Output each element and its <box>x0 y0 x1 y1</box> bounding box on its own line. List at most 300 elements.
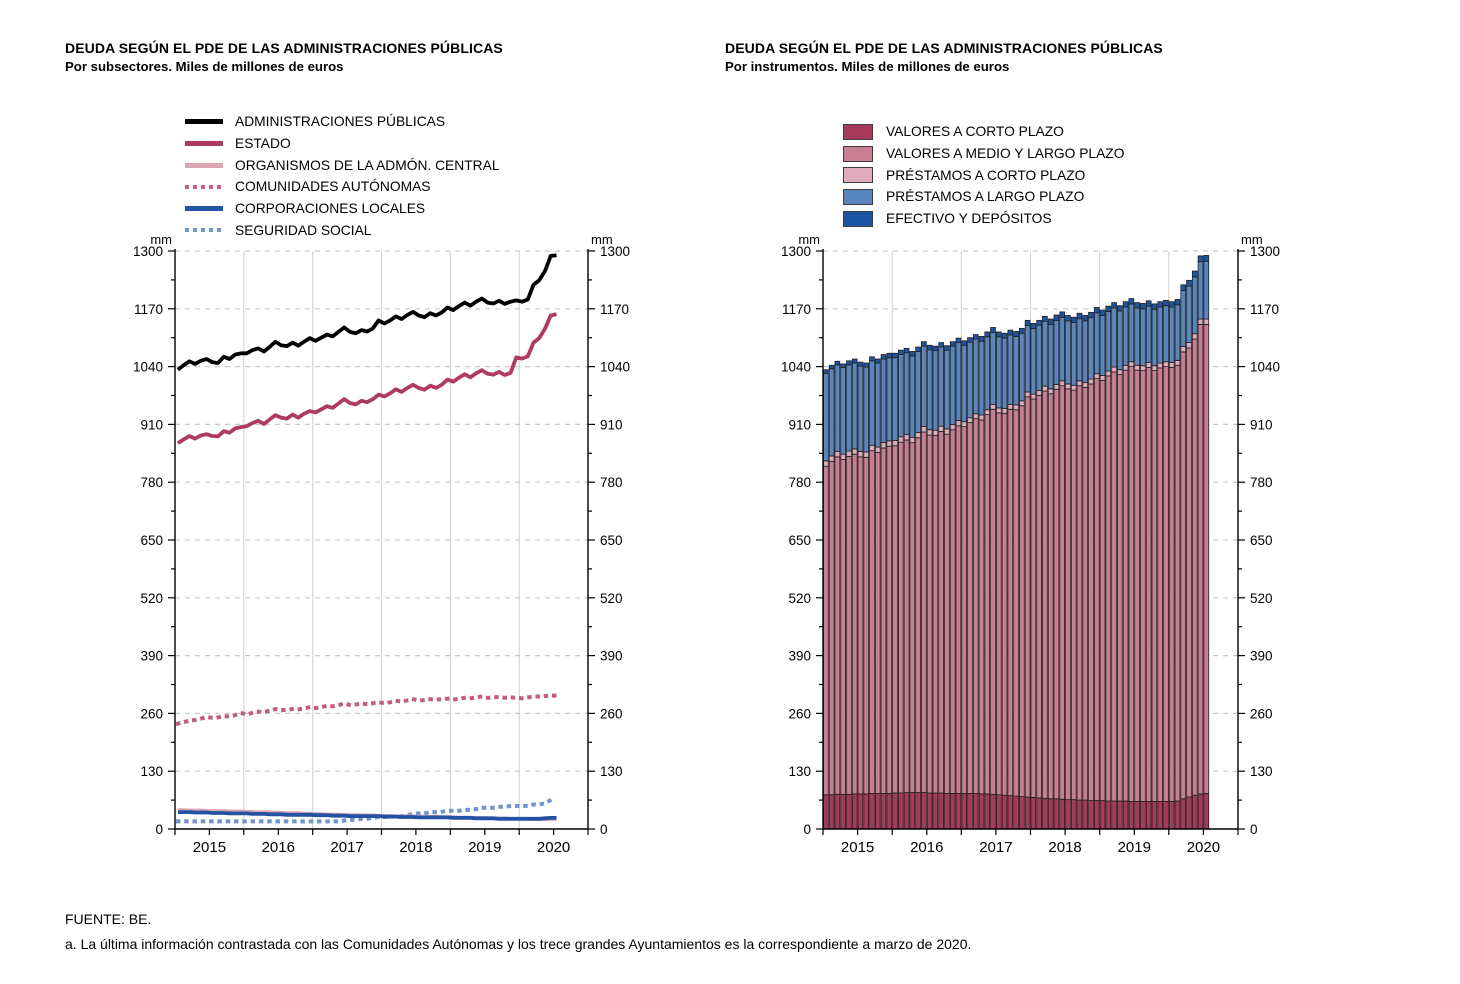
bar-segment-efectivo-depositos <box>829 365 834 369</box>
y-tick-label-right: 780 <box>1250 475 1273 491</box>
bar-segment-prestamos-corto-plazo <box>1060 381 1065 386</box>
bar-segment-prestamos-corto-plazo <box>841 454 846 459</box>
swatch-valores-corto <box>843 124 873 140</box>
bar-segment-valores-corto-plazo <box>945 793 950 829</box>
bar-segment-prestamos-largo-plazo <box>1008 335 1013 404</box>
bar-segment-valores-medio-largo-plazo <box>847 456 852 794</box>
bar-segment-valores-medio-largo-plazo <box>823 466 828 795</box>
bar-segment-prestamos-largo-plazo <box>898 355 903 437</box>
bar-segment-valores-corto-plazo <box>870 793 875 829</box>
x-year-label: 2017 <box>330 839 364 856</box>
bar-segment-prestamos-corto-plazo <box>1106 371 1111 376</box>
bar-segment-prestamos-largo-plazo <box>904 353 909 435</box>
bar-segment-efectivo-depositos <box>858 362 863 366</box>
bar-segment-valores-medio-largo-plazo <box>881 448 886 793</box>
bar-segment-valores-medio-largo-plazo <box>996 413 1001 795</box>
bar-segment-prestamos-largo-plazo <box>1117 311 1122 370</box>
x-year-label: 2015 <box>840 839 875 856</box>
bar-segment-prestamos-largo-plazo <box>927 350 932 430</box>
bar-segment-valores-corto-plazo <box>852 794 857 829</box>
bar-segment-valores-corto-plazo <box>985 794 990 829</box>
legend-label: VALORES A MEDIO Y LARGO PLAZO <box>886 146 1125 162</box>
bar-segment-valores-corto-plazo <box>910 793 915 829</box>
bar-segment-prestamos-largo-plazo <box>945 350 950 429</box>
y-tick-label-left: 910 <box>788 417 811 433</box>
bar-segment-valores-corto-plazo <box>1008 796 1013 829</box>
bar-segment-efectivo-depositos <box>1123 302 1128 307</box>
bar-segment-prestamos-largo-plazo <box>968 342 973 418</box>
bar-segment-efectivo-depositos <box>1037 320 1042 325</box>
stacked-bar-chart-instrumentos <box>720 225 1300 885</box>
bar-segment-valores-corto-plazo <box>939 793 944 829</box>
bar-segment-prestamos-largo-plazo <box>870 361 875 445</box>
legend-label: SEGURIDAD SOCIAL <box>235 222 372 238</box>
bar-segment-valores-corto-plazo <box>823 795 828 829</box>
bar-segment-prestamos-largo-plazo <box>921 346 926 426</box>
bar-segment-prestamos-largo-plazo <box>1198 262 1203 319</box>
bar-segment-valores-medio-largo-plazo <box>1192 339 1197 795</box>
bar-segment-prestamos-corto-plazo <box>1123 365 1128 370</box>
bar-segment-prestamos-corto-plazo <box>973 414 978 419</box>
y-tick-label-right: 910 <box>600 417 623 433</box>
bar-segment-prestamos-largo-plazo <box>1152 309 1157 365</box>
bar-segment-efectivo-depositos <box>881 355 886 359</box>
y-tick-label-left: 1170 <box>133 301 163 317</box>
legend-instrumentos <box>843 121 1124 229</box>
bar-segment-valores-medio-largo-plazo <box>887 446 892 793</box>
bar-segment-valores-medio-largo-plazo <box>939 432 944 793</box>
bar-segment-valores-corto-plazo <box>1175 801 1180 829</box>
legend-label: ESTADO <box>235 136 291 152</box>
bar-segment-prestamos-largo-plazo <box>973 339 978 414</box>
bar-segment-valores-medio-largo-plazo <box>1031 399 1036 797</box>
bar-segment-valores-corto-plazo <box>1146 801 1151 829</box>
bar-segment-prestamos-largo-plazo <box>1031 328 1036 394</box>
bar-segment-valores-medio-largo-plazo <box>991 409 996 794</box>
bar-segment-prestamos-largo-plazo <box>887 358 892 441</box>
bar-segment-prestamos-corto-plazo <box>1031 394 1036 399</box>
bar-segment-prestamos-largo-plazo <box>1129 304 1134 362</box>
bar-segment-prestamos-largo-plazo <box>858 366 863 451</box>
bar-segment-prestamos-largo-plazo <box>1025 325 1030 392</box>
bar-segment-prestamos-corto-plazo <box>1054 384 1059 389</box>
bar-segment-prestamos-largo-plazo <box>1083 321 1088 383</box>
bar-segment-valores-corto-plazo <box>916 793 921 829</box>
bar-segment-efectivo-depositos <box>870 357 875 361</box>
bar-segment-valores-corto-plazo <box>1100 801 1105 829</box>
bar-segment-prestamos-corto-plazo <box>1187 343 1192 348</box>
bar-segment-prestamos-largo-plazo <box>1175 305 1180 361</box>
bar-segment-prestamos-largo-plazo <box>1123 307 1128 365</box>
bar-segment-efectivo-depositos <box>904 348 909 352</box>
bar-segment-valores-corto-plazo <box>893 793 898 829</box>
y-tick-label-left: 780 <box>788 475 811 491</box>
bar-segment-efectivo-depositos <box>962 341 967 345</box>
bar-segment-prestamos-largo-plazo <box>829 369 834 456</box>
bar-segment-valores-medio-largo-plazo <box>1042 391 1047 798</box>
bar-segment-valores-medio-largo-plazo <box>893 446 898 793</box>
bar-segment-valores-corto-plazo <box>1204 793 1209 829</box>
bar-segment-prestamos-corto-plazo <box>921 427 926 432</box>
bar-segment-efectivo-depositos <box>1117 306 1122 311</box>
bar-segment-efectivo-depositos <box>910 351 915 355</box>
bar-segment-efectivo-depositos <box>1192 271 1197 277</box>
bar-series <box>823 255 1208 829</box>
bar-segment-efectivo-depositos <box>887 353 892 357</box>
bar-segment-valores-medio-largo-plazo <box>870 451 875 794</box>
bar-segment-valores-corto-plazo <box>858 794 863 829</box>
bar-segment-valores-medio-largo-plazo <box>968 423 973 794</box>
legend-item-valores-corto <box>843 121 1124 143</box>
bar-segment-efectivo-depositos <box>968 338 973 342</box>
bar-segment-valores-medio-largo-plazo <box>1140 371 1145 802</box>
bar-segment-prestamos-corto-plazo <box>985 410 990 415</box>
bar-segment-valores-medio-largo-plazo <box>1025 397 1030 797</box>
bar-segment-valores-medio-largo-plazo <box>1175 365 1180 801</box>
bar-segment-efectivo-depositos <box>1140 303 1145 308</box>
bar-segment-prestamos-corto-plazo <box>968 418 973 423</box>
bar-segment-valores-corto-plazo <box>991 794 996 829</box>
grid <box>175 251 588 829</box>
bar-segment-prestamos-corto-plazo <box>1129 362 1134 367</box>
y-tick-label-right: 1040 <box>1250 359 1281 375</box>
y-tick-label-left: 1040 <box>132 359 163 375</box>
y-tick-label-left: 910 <box>140 417 163 433</box>
bar-segment-efectivo-depositos <box>1187 280 1192 286</box>
bar-segment-prestamos-corto-plazo <box>1066 384 1071 389</box>
bar-segment-prestamos-largo-plazo <box>1089 318 1094 379</box>
bar-segment-prestamos-corto-plazo <box>1198 319 1203 324</box>
bar-segment-prestamos-corto-plazo <box>823 461 828 466</box>
bar-segment-valores-corto-plazo <box>1169 801 1174 829</box>
bar-segment-prestamos-corto-plazo <box>847 451 852 456</box>
bar-segment-valores-medio-largo-plazo <box>1187 348 1192 797</box>
bar-segment-prestamos-largo-plazo <box>1002 338 1007 408</box>
bar-segment-efectivo-depositos <box>841 364 846 368</box>
bar-segment-valores-medio-largo-plazo <box>829 461 834 794</box>
y-tick-label-left: 650 <box>788 533 811 548</box>
bar-segment-efectivo-depositos <box>852 359 857 363</box>
legend-label: COMUNIDADES AUTÓNOMAS <box>235 179 431 195</box>
bar-segment-prestamos-largo-plazo <box>1146 306 1151 362</box>
bar-segment-valores-corto-plazo <box>933 793 938 829</box>
bar-segment-prestamos-corto-plazo <box>945 429 950 434</box>
bar-segment-efectivo-depositos <box>1019 328 1024 333</box>
right-chart-header <box>725 40 1365 74</box>
bar-segment-prestamos-largo-plazo <box>1066 321 1071 384</box>
bar-segment-efectivo-depositos <box>1181 285 1186 291</box>
bar-segment-valores-corto-plazo <box>1140 801 1145 829</box>
x-year-label: 2018 <box>1048 839 1082 856</box>
bar-segment-prestamos-largo-plazo <box>962 345 967 421</box>
bar-segment-prestamos-corto-plazo <box>1025 392 1030 397</box>
bar-segment-prestamos-corto-plazo <box>956 420 961 425</box>
axis-unit-label-right: mm <box>591 232 613 247</box>
series-line-administraciones-publicas <box>178 255 557 369</box>
bar-segment-valores-medio-largo-plazo <box>973 419 978 794</box>
legend-item-estado <box>185 133 500 155</box>
bar-segment-prestamos-corto-plazo <box>1048 389 1053 394</box>
bar-segment-prestamos-largo-plazo <box>1169 307 1174 363</box>
x-year-label: 2019 <box>1117 839 1151 856</box>
bar-segment-prestamos-largo-plazo <box>864 367 869 452</box>
bar-segment-efectivo-depositos <box>927 345 932 349</box>
y-tick-label-right: 390 <box>600 648 623 664</box>
bar-segment-valores-corto-plazo <box>864 794 869 829</box>
bar-segment-prestamos-corto-plazo <box>1164 362 1169 367</box>
bar-segment-valores-medio-largo-plazo <box>1129 367 1134 802</box>
bar-segment-valores-corto-plazo <box>904 793 909 829</box>
bar-segment-prestamos-largo-plazo <box>1181 291 1186 347</box>
bar-segment-valores-medio-largo-plazo <box>1060 386 1065 799</box>
bar-segment-efectivo-depositos <box>898 350 903 354</box>
right-chart-title: DEUDA SEGÚN EL PDE DE LAS ADMINISTRACIONES PÚBLICAS <box>725 40 1163 56</box>
y-tick-label-right: 260 <box>1250 706 1273 722</box>
bar-segment-valores-medio-largo-plazo <box>1112 372 1117 801</box>
y-tick-label-right: 0 <box>600 822 608 837</box>
bar-segment-valores-medio-largo-plazo <box>933 436 938 793</box>
bar-segment-efectivo-depositos <box>1089 312 1094 317</box>
bar-segment-valores-corto-plazo <box>881 793 886 829</box>
bar-segment-prestamos-corto-plazo <box>835 452 840 457</box>
series-line-estado <box>178 314 557 443</box>
bar-segment-prestamos-largo-plazo <box>933 351 938 431</box>
bar-segment-efectivo-depositos <box>1083 315 1088 320</box>
bar-segment-prestamos-corto-plazo <box>939 426 944 431</box>
bar-segment-prestamos-corto-plazo <box>979 415 984 420</box>
bar-segment-prestamos-largo-plazo <box>910 356 915 437</box>
bar-segment-prestamos-corto-plazo <box>916 432 921 437</box>
bar-segment-prestamos-corto-plazo <box>1175 360 1180 365</box>
bar-segment-valores-medio-largo-plazo <box>1077 386 1082 800</box>
bar-segment-valores-corto-plazo <box>1106 801 1111 829</box>
bar-segment-efectivo-depositos <box>921 342 926 346</box>
legend-label: ADMINISTRACIONES PÚBLICAS <box>235 114 446 130</box>
bar-segment-prestamos-corto-plazo <box>904 435 909 440</box>
legend-item-prestamos-corto <box>843 164 1124 186</box>
line-sample-administraciones-publicas <box>185 119 223 124</box>
bar-segment-prestamos-largo-plazo <box>1094 313 1099 374</box>
bar-segment-prestamos-corto-plazo <box>1169 363 1174 368</box>
bar-segment-prestamos-corto-plazo <box>1002 408 1007 413</box>
legend-label: CORPORACIONES LOCALES <box>235 201 426 217</box>
bar-segment-valores-medio-largo-plazo <box>1169 367 1174 801</box>
bar-segment-valores-medio-largo-plazo <box>835 457 840 794</box>
bar-segment-valores-medio-largo-plazo <box>904 440 909 793</box>
bar-segment-prestamos-corto-plazo <box>996 408 1001 413</box>
y-tick-label-right: 1170 <box>600 301 630 317</box>
y-tick-label-left: 390 <box>140 648 163 664</box>
y-tick-label-left: 0 <box>155 822 163 837</box>
bar-segment-valores-corto-plazo <box>950 793 955 829</box>
x-year-label: 2016 <box>910 839 944 856</box>
y-tick-label-right: 650 <box>1250 533 1273 548</box>
bar-segment-valores-medio-largo-plazo <box>898 442 903 793</box>
bar-segment-prestamos-largo-plazo <box>1112 308 1117 367</box>
bar-segment-valores-medio-largo-plazo <box>1083 388 1088 801</box>
bar-segment-valores-corto-plazo <box>1135 801 1140 829</box>
bar-segment-efectivo-depositos <box>1060 312 1065 317</box>
bar-segment-valores-medio-largo-plazo <box>916 438 921 793</box>
bar-segment-efectivo-depositos <box>1008 330 1013 335</box>
legend-label: VALORES A CORTO PLAZO <box>886 124 1064 140</box>
bar-segment-valores-corto-plazo <box>1083 800 1088 829</box>
bar-segment-efectivo-depositos <box>1094 307 1099 312</box>
bar-segment-valores-corto-plazo <box>1031 797 1036 829</box>
left-chart-title: DEUDA SEGÚN EL PDE DE LAS ADMINISTRACIONES PÚBLICAS <box>65 40 503 56</box>
bar-segment-prestamos-corto-plazo <box>1204 319 1209 324</box>
bar-segment-valores-medio-largo-plazo <box>1014 410 1019 796</box>
bar-segment-valores-medio-largo-plazo <box>956 426 961 794</box>
bar-segment-prestamos-largo-plazo <box>916 351 921 432</box>
y-tick-label-left: 390 <box>788 648 811 664</box>
bar-segment-valores-medio-largo-plazo <box>1037 396 1042 798</box>
bar-segment-valores-medio-largo-plazo <box>1204 324 1209 793</box>
bar-segment-valores-corto-plazo <box>1060 799 1065 829</box>
y-tick-label-left: 520 <box>140 590 163 606</box>
bar-segment-valores-corto-plazo <box>1164 801 1169 829</box>
bar-segment-prestamos-largo-plazo <box>1106 311 1111 371</box>
bar-segment-valores-corto-plazo <box>962 793 967 829</box>
y-tick-label-left: 1040 <box>780 359 811 375</box>
bar-segment-efectivo-depositos <box>973 335 978 339</box>
bar-segment-prestamos-corto-plazo <box>933 430 938 435</box>
bar-segment-efectivo-depositos <box>991 327 996 332</box>
bar-segment-efectivo-depositos <box>1164 300 1169 305</box>
bar-segment-valores-corto-plazo <box>1077 800 1082 829</box>
legend-item-corporaciones <box>185 198 500 220</box>
bar-segment-prestamos-largo-plazo <box>893 358 898 441</box>
y-tick-label-left: 130 <box>788 764 811 780</box>
bar-segment-valores-medio-largo-plazo <box>1066 389 1071 800</box>
bar-segment-valores-corto-plazo <box>1048 799 1053 829</box>
legend-item-valores-medio-largo <box>843 143 1124 165</box>
bar-segment-prestamos-largo-plazo <box>881 359 886 443</box>
y-tick-label-left: 1170 <box>781 301 811 317</box>
bar-segment-efectivo-depositos <box>933 346 938 350</box>
bar-segment-valores-corto-plazo <box>921 793 926 829</box>
bar-segment-prestamos-corto-plazo <box>875 447 880 452</box>
line-series <box>178 255 557 821</box>
bar-segment-prestamos-largo-plazo <box>1158 307 1163 363</box>
y-tick-label-right: 0 <box>1250 822 1258 837</box>
bar-segment-valores-medio-largo-plazo <box>841 460 846 795</box>
bar-segment-prestamos-largo-plazo <box>1037 325 1042 390</box>
bar-segment-valores-medio-largo-plazo <box>864 457 869 794</box>
bar-segment-efectivo-depositos <box>1158 302 1163 307</box>
bar-segment-valores-medio-largo-plazo <box>1117 375 1122 801</box>
bar-segment-valores-corto-plazo <box>1158 801 1163 829</box>
bar-segment-prestamos-largo-plazo <box>1204 261 1209 319</box>
bar-segment-efectivo-depositos <box>1002 333 1007 338</box>
bar-segment-valores-corto-plazo <box>1019 797 1024 829</box>
legend-item-administraciones-publicas <box>185 111 500 133</box>
bar-segment-prestamos-largo-plazo <box>847 365 852 451</box>
bar-segment-efectivo-depositos <box>1112 303 1117 308</box>
bar-segment-valores-medio-largo-plazo <box>945 434 950 793</box>
bar-segment-prestamos-largo-plazo <box>823 373 828 461</box>
bar-segment-valores-medio-largo-plazo <box>927 435 932 793</box>
bar-segment-prestamos-largo-plazo <box>841 367 846 454</box>
bar-segment-prestamos-corto-plazo <box>910 437 915 442</box>
x-year-label: 2020 <box>536 839 571 856</box>
bar-segment-efectivo-depositos <box>1014 331 1019 336</box>
bar-segment-prestamos-corto-plazo <box>1158 363 1163 368</box>
y-tick-label-right: 1170 <box>1250 301 1280 317</box>
line-chart-subsectores <box>60 222 640 885</box>
bar-segment-valores-medio-largo-plazo <box>1123 370 1128 801</box>
bar-segment-valores-corto-plazo <box>1192 795 1197 829</box>
left-chart-subtitle: Por subsectores. Miles de millones de euros <box>65 59 344 74</box>
y-tick-label-left: 260 <box>140 706 163 722</box>
bar-segment-valores-medio-largo-plazo <box>1002 413 1007 795</box>
line-sample-estado <box>185 141 223 146</box>
bar-segment-valores-medio-largo-plazo <box>950 430 955 794</box>
bar-segment-prestamos-corto-plazo <box>1089 379 1094 384</box>
bar-segment-prestamos-corto-plazo <box>881 443 886 448</box>
y-tick-label-left: 130 <box>140 764 163 780</box>
bar-segment-prestamos-corto-plazo <box>1135 365 1140 370</box>
bar-segment-prestamos-corto-plazo <box>1014 405 1019 410</box>
bar-segment-valores-corto-plazo <box>1089 801 1094 829</box>
bar-segment-prestamos-largo-plazo <box>835 365 840 452</box>
bar-segment-efectivo-depositos <box>1135 303 1140 308</box>
bar-segment-prestamos-largo-plazo <box>1140 309 1145 366</box>
line-sample-corporaciones <box>185 206 223 211</box>
y-tick-label-right: 1040 <box>600 359 631 375</box>
bar-segment-valores-corto-plazo <box>973 793 978 829</box>
y-tick-label-left: 1300 <box>780 244 811 259</box>
bar-segment-prestamos-largo-plazo <box>1192 277 1197 334</box>
bar-segment-valores-corto-plazo <box>1094 801 1099 829</box>
bar-segment-prestamos-corto-plazo <box>893 440 898 445</box>
bar-segment-valores-corto-plazo <box>835 794 840 829</box>
bar-segment-valores-corto-plazo <box>1187 797 1192 829</box>
axis-unit-label-right: mm <box>1241 232 1263 247</box>
bar-segment-efectivo-depositos <box>1204 255 1209 261</box>
bar-segment-valores-corto-plazo <box>1112 801 1117 829</box>
swatch-valores-medio-largo <box>843 146 873 162</box>
x-year-label: 2018 <box>399 839 433 856</box>
bar-segment-efectivo-depositos <box>979 336 984 341</box>
bar-segment-prestamos-largo-plazo <box>956 343 961 421</box>
bar-segment-prestamos-corto-plazo <box>1181 347 1186 352</box>
bar-segment-valores-medio-largo-plazo <box>1100 380 1105 800</box>
bar-segment-efectivo-depositos <box>1071 317 1076 322</box>
bar-segment-efectivo-depositos <box>945 346 950 350</box>
legend-item-organismos <box>185 154 500 176</box>
bar-segment-prestamos-corto-plazo <box>870 445 875 450</box>
source-note: FUENTE: BE. <box>65 911 152 927</box>
bar-segment-valores-medio-largo-plazo <box>1054 389 1059 798</box>
bar-segment-prestamos-corto-plazo <box>1042 386 1047 391</box>
bar-segment-prestamos-largo-plazo <box>1135 308 1140 365</box>
footnote-a: a. La última información contrastada con las Comunidades Autónomas y los trece grandes Ayuntamientos es la correspondiente a marzo de 2020. <box>65 936 972 952</box>
bar-segment-prestamos-largo-plazo <box>1054 320 1059 384</box>
bar-segment-efectivo-depositos <box>950 342 955 346</box>
bar-segment-valores-medio-largo-plazo <box>1146 367 1151 801</box>
bar-segment-prestamos-corto-plazo <box>1140 366 1145 371</box>
bar-segment-valores-medio-largo-plazo <box>962 427 967 794</box>
bar-segment-valores-corto-plazo <box>841 794 846 829</box>
x-year-label: 2016 <box>261 839 295 856</box>
bar-segment-efectivo-depositos <box>1100 310 1105 315</box>
bar-segment-prestamos-corto-plazo <box>1037 391 1042 396</box>
bar-segment-valores-medio-largo-plazo <box>1048 394 1053 799</box>
bar-segment-valores-medio-largo-plazo <box>979 420 984 794</box>
bar-segment-prestamos-corto-plazo <box>1083 383 1088 388</box>
bar-segment-prestamos-largo-plazo <box>1077 319 1082 381</box>
